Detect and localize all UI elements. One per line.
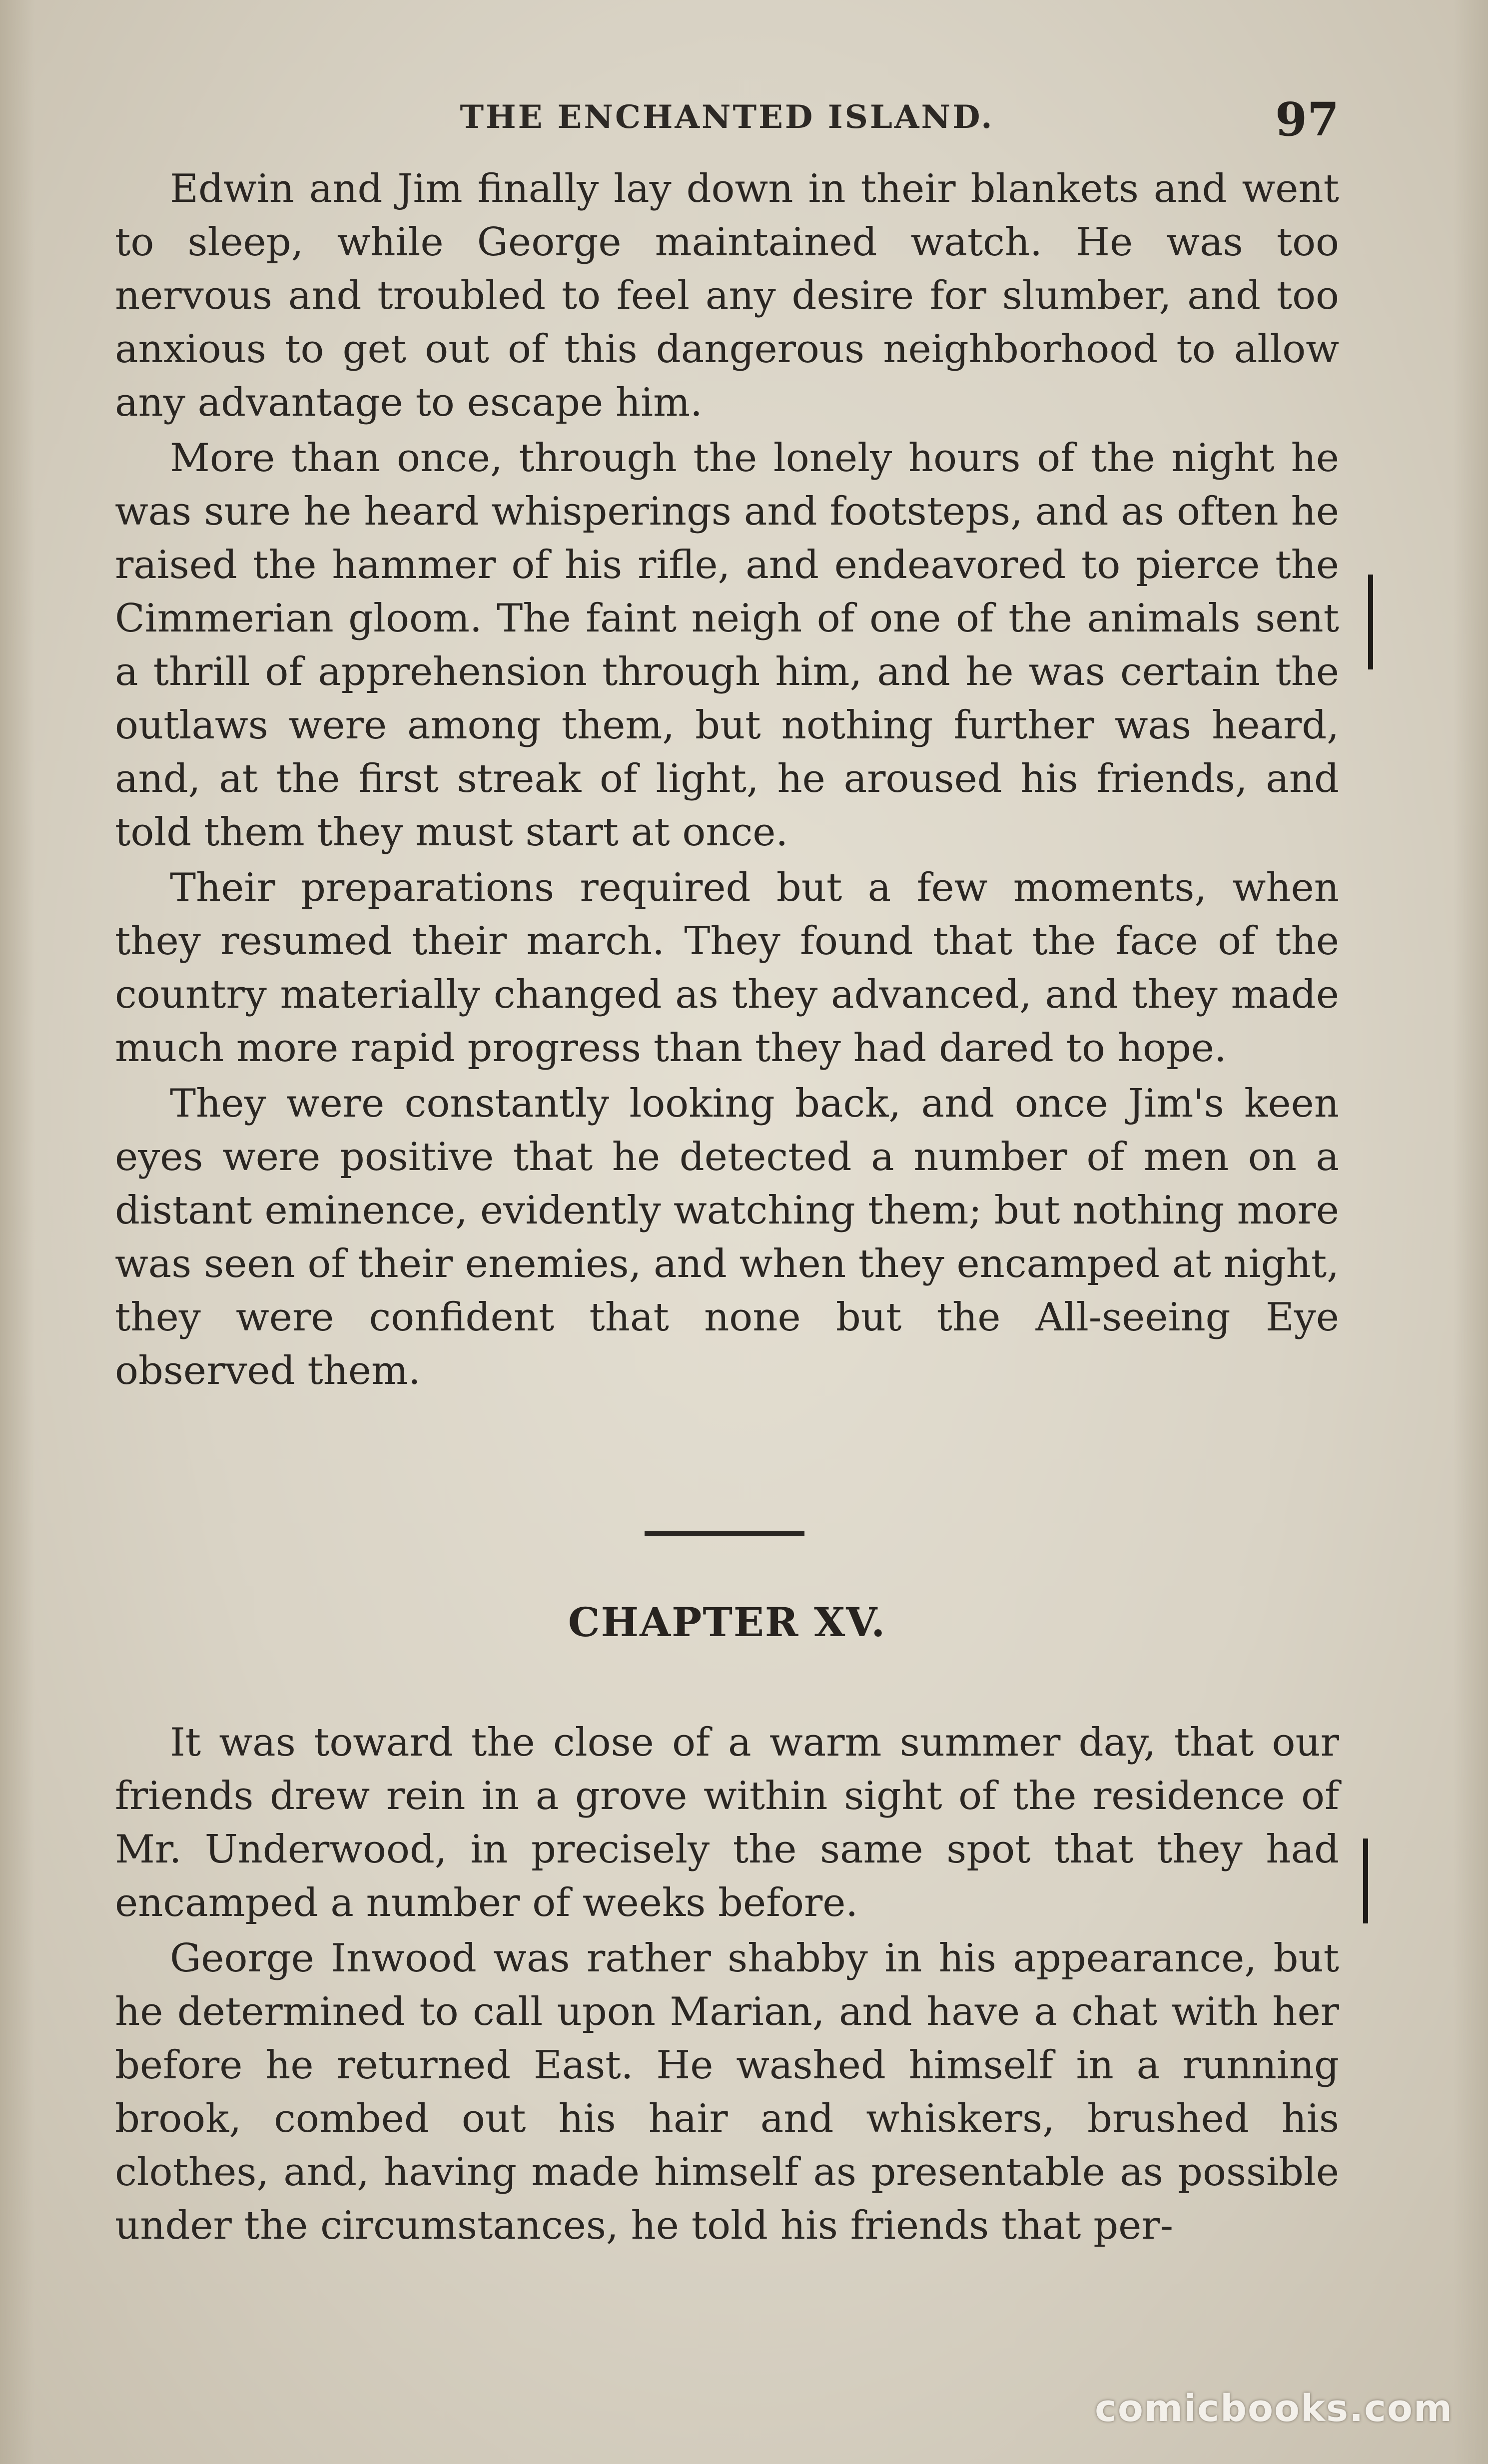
watermark: comicbooks.com xyxy=(1095,2387,1453,2430)
section-divider xyxy=(645,1531,804,1536)
body-text xyxy=(115,162,1339,1400)
running-title: THE ENCHANTED ISLAND. xyxy=(460,98,994,136)
paragraph: George Inwood was rather shabby in his appearance, but he determined to call upon Marian, and have a chat with her before he returned East. He washed himself in a running brook, combed out his hair and whiskers, brushed his clothes, and, having made himself as presentable as possible under the circumstances, he told his friends that per- xyxy=(115,1936,1339,2248)
paragraph: They were constantly looking back, and once Jim's keen eyes were positive that he detected a number of men on a distant eminence, evidently watching them; but nothing more was seen of their enemies, and when they encamped at night, they were confident that none but the All-seeing Eye observed them. xyxy=(115,1081,1339,1393)
chapter-heading: CHAPTER XV. xyxy=(568,1599,886,1646)
paragraph: Their preparations required but a few moments, when they resumed their march. They found that the face of the country materially changed as they advanced, and they made much more rapid progress than they had dared to hope. xyxy=(115,865,1339,1071)
paragraph: More than once, through the lonely hours of the night he was sure he heard whisperings and footsteps, and as often he raised the hammer of his rifle, and endeavored to pierce the Cimmerian gloom. The faint neigh of one of the animals sent a thrill of apprehension through him, and he was certain the outlaws were among them, but nothing further was heard, and, at the first streak of light, he aroused his friends, and told them they must start at once. xyxy=(115,436,1339,855)
chapter-text xyxy=(115,1716,1339,2255)
page-number: 97 xyxy=(1275,92,1339,146)
page-edge-right xyxy=(1453,0,1488,2464)
page-edge-left xyxy=(0,0,35,2464)
paragraph: It was toward the close of a warm summer day, that our friends drew rein in a grove within sight of the residence of Mr. Underwood, in precisely the same spot that they had encamped a number of weeks before. xyxy=(115,1720,1339,1925)
page-header xyxy=(115,92,1339,147)
margin-mark xyxy=(1363,1839,1368,1923)
paragraph: Edwin and Jim finally lay down in their blankets and went to sleep, while George maintained watch. He was too nervous and troubled to feel any desire for slumber, and too anxious to get out of this dangerous neighborhood to allow any advantage to escape him. xyxy=(115,166,1339,425)
margin-mark xyxy=(1368,575,1373,669)
